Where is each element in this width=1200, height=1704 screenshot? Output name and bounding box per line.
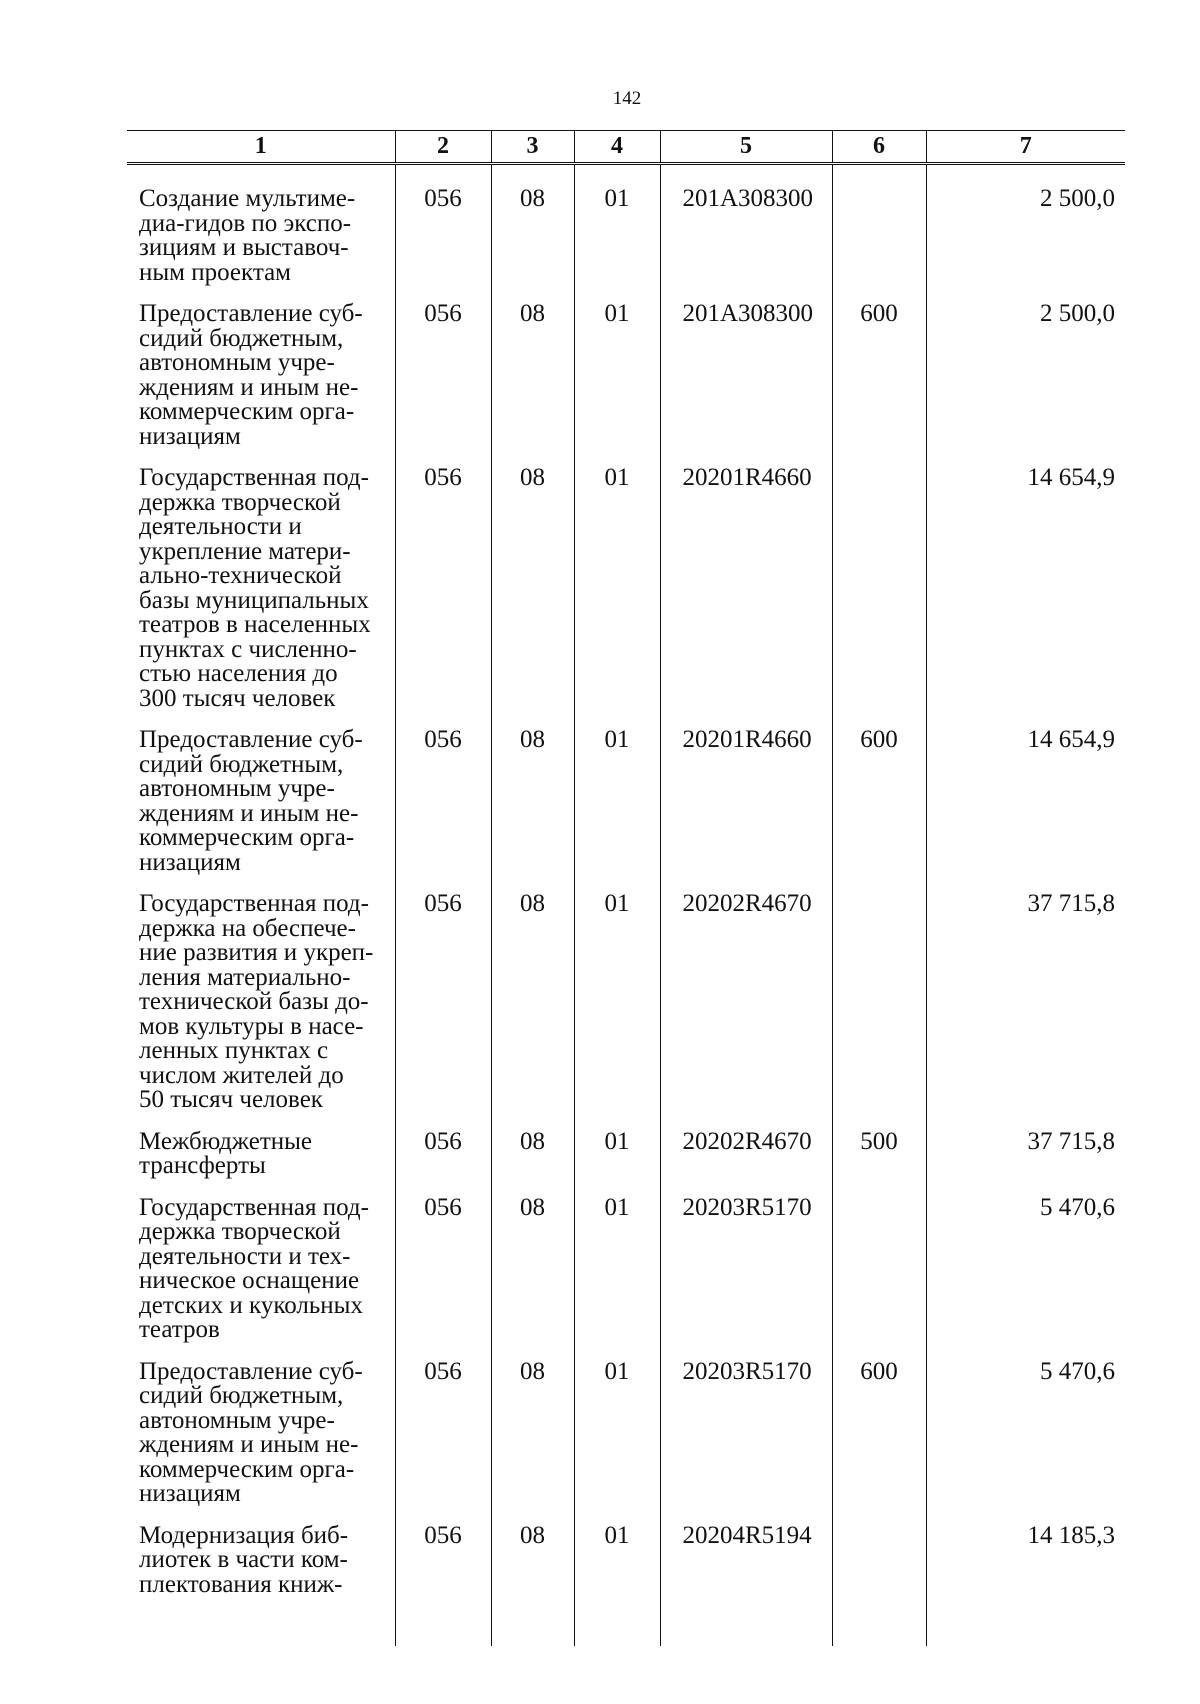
row-target-code: 20202R4670 xyxy=(660,884,832,1122)
filler-cell xyxy=(574,1606,660,1646)
filler-cell xyxy=(395,1606,491,1646)
table-row xyxy=(127,1188,1125,1352)
row-amount: 2 500,0 xyxy=(926,164,1125,295)
page-number: 142 xyxy=(612,88,642,109)
row-col-4: 01 xyxy=(574,884,660,1122)
row-name: Предоставление суб- сидий бюджетным, автономным учре- ждениям и иным не- коммерческим орга- низациям xyxy=(139,300,363,450)
column-header-3: 3 xyxy=(491,131,574,164)
row-col-4: 01 xyxy=(574,1188,660,1352)
row-target-code: 20203R5170 xyxy=(660,1188,832,1352)
column-header-4: 4 xyxy=(574,131,660,164)
row-col-6 xyxy=(832,164,926,295)
row-name: Создание мультиме- диа-гидов по экспо- зициям и выставоч- ным проектам xyxy=(139,185,356,286)
table-row xyxy=(127,1516,1125,1607)
row-col-6 xyxy=(832,1516,926,1607)
column-header-5: 5 xyxy=(660,131,832,164)
row-col-4: 01 xyxy=(574,720,660,884)
row-col-2: 056 xyxy=(395,720,491,884)
row-target-code: 201A308300 xyxy=(660,164,832,295)
row-col-3: 08 xyxy=(491,164,574,295)
table-body xyxy=(127,164,1125,1647)
row-amount: 37 715,8 xyxy=(926,1122,1125,1188)
row-name: Межбюджетные трансферты xyxy=(139,1127,313,1179)
table-row xyxy=(127,1122,1125,1188)
row-target-code: 20204R5194 xyxy=(660,1516,832,1607)
row-col-2: 056 xyxy=(395,294,491,458)
row-amount: 14 185,3 xyxy=(926,1516,1125,1607)
row-col-3: 08 xyxy=(491,720,574,884)
filler-cell xyxy=(832,1606,926,1646)
row-col-4: 01 xyxy=(574,164,660,295)
row-target-code: 20203R5170 xyxy=(660,1352,832,1516)
row-amount: 5 470,6 xyxy=(926,1188,1125,1352)
table-filler-row xyxy=(127,1606,1125,1646)
row-col-3: 08 xyxy=(491,294,574,458)
row-target-code: 20202R4670 xyxy=(660,1122,832,1188)
column-header-7: 7 xyxy=(926,131,1125,164)
row-col-4: 01 xyxy=(574,1122,660,1188)
row-col-3: 08 xyxy=(491,1516,574,1607)
row-col-6: 600 xyxy=(832,1352,926,1516)
row-col-3: 08 xyxy=(491,1188,574,1352)
column-header-6: 6 xyxy=(832,131,926,164)
filler-cell xyxy=(660,1606,832,1646)
row-col-6 xyxy=(832,1188,926,1352)
table-row xyxy=(127,720,1125,884)
row-amount: 37 715,8 xyxy=(926,884,1125,1122)
row-name: Государственная под- держка на обеспече- ние развития и укреп- ления материально- технической базы до- мов культуры в насе- ленных пунктах с числом жителей до 50 тысяч человек xyxy=(139,890,374,1113)
table-row xyxy=(127,458,1125,720)
row-col-4: 01 xyxy=(574,294,660,458)
filler-cell xyxy=(491,1606,574,1646)
row-col-6: 600 xyxy=(832,720,926,884)
row-col-2: 056 xyxy=(395,884,491,1122)
row-col-4: 01 xyxy=(574,1516,660,1607)
table-row xyxy=(127,884,1125,1122)
row-col-2: 056 xyxy=(395,1188,491,1352)
row-col-6: 600 xyxy=(832,294,926,458)
row-name: Предоставление суб- сидий бюджетным, автономным учре- ждениям и иным не- коммерческим орга- низациям xyxy=(139,1357,363,1507)
row-col-4: 01 xyxy=(574,458,660,720)
header-row xyxy=(127,131,1125,164)
row-col-3: 08 xyxy=(491,458,574,720)
row-name: Модернизация биб- лиотек в части ком- плектования книж- xyxy=(139,1521,349,1598)
row-col-4: 01 xyxy=(574,1352,660,1516)
row-target-code: 20201R4660 xyxy=(660,720,832,884)
row-col-6 xyxy=(832,458,926,720)
filler-cell xyxy=(127,1606,395,1646)
row-name: Предоставление суб- сидий бюджетным, автономным учре- ждениям и иным не- коммерческим орга- низациям xyxy=(139,726,363,876)
row-amount: 5 470,6 xyxy=(926,1352,1125,1516)
column-header-2: 2 xyxy=(395,131,491,164)
row-col-3: 08 xyxy=(491,1122,574,1188)
budget-table xyxy=(127,130,1125,1646)
row-col-2: 056 xyxy=(395,458,491,720)
row-target-code: 20201R4660 xyxy=(660,458,832,720)
filler-cell xyxy=(926,1606,1125,1646)
row-col-2: 056 xyxy=(395,1516,491,1607)
table-row xyxy=(127,294,1125,458)
row-col-6: 500 xyxy=(832,1122,926,1188)
row-amount: 14 654,9 xyxy=(926,458,1125,720)
table-row xyxy=(127,164,1125,295)
row-name: Государственная под- держка творческой деятельности и тех- ническое оснащение детских и кукольных театров xyxy=(139,1193,369,1343)
row-col-6 xyxy=(832,884,926,1122)
table-row xyxy=(127,1352,1125,1516)
row-name: Государственная под- держка творческой деятельности и укрепление матери- ально-технической базы муниципальных театров в населенных пунктах с численно- стью населения до 300 тысяч человек xyxy=(139,464,371,712)
column-header-1: 1 xyxy=(127,131,395,164)
row-col-3: 08 xyxy=(491,1352,574,1516)
row-target-code: 201A308300 xyxy=(660,294,832,458)
row-amount: 14 654,9 xyxy=(926,720,1125,884)
row-col-2: 056 xyxy=(395,164,491,295)
row-col-3: 08 xyxy=(491,884,574,1122)
row-amount: 2 500,0 xyxy=(926,294,1125,458)
row-col-2: 056 xyxy=(395,1352,491,1516)
row-col-2: 056 xyxy=(395,1122,491,1188)
